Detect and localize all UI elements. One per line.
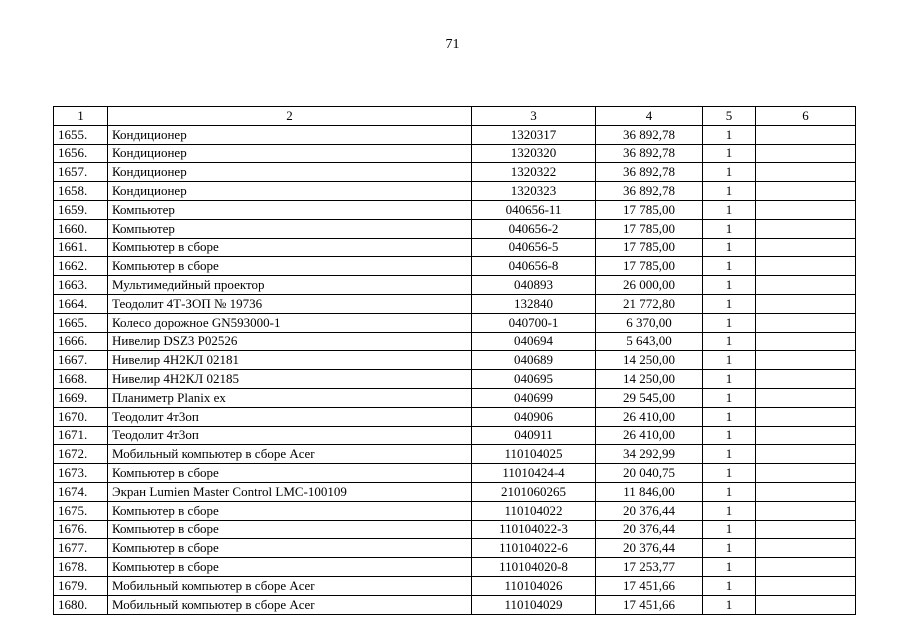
inventory-code: 132840 <box>472 294 596 313</box>
item-name: Компьютер <box>108 219 472 238</box>
item-note <box>756 182 856 201</box>
item-quantity: 1 <box>703 445 756 464</box>
table-row <box>54 576 856 595</box>
inventory-code: 110104026 <box>472 576 596 595</box>
table-row <box>54 539 856 558</box>
item-quantity: 1 <box>703 313 756 332</box>
row-number: 1669. <box>54 388 108 407</box>
row-number: 1674. <box>54 482 108 501</box>
row-number: 1673. <box>54 464 108 483</box>
table-row <box>54 163 856 182</box>
item-price: 17 785,00 <box>596 238 703 257</box>
item-quantity: 1 <box>703 238 756 257</box>
item-note <box>756 576 856 595</box>
header-col-2: 2 <box>108 107 472 126</box>
item-name: Теодолит 4т3оп <box>108 426 472 445</box>
item-note <box>756 219 856 238</box>
inventory-code: 1320322 <box>472 163 596 182</box>
item-quantity: 1 <box>703 426 756 445</box>
item-quantity: 1 <box>703 163 756 182</box>
item-name: Кондиционер <box>108 125 472 144</box>
item-name: Нивелир DSZ3 Р02526 <box>108 332 472 351</box>
inventory-code: 110104022 <box>472 501 596 520</box>
item-quantity: 1 <box>703 595 756 614</box>
item-note <box>756 351 856 370</box>
table-row <box>54 520 856 539</box>
inventory-code: 040911 <box>472 426 596 445</box>
item-price: 26 410,00 <box>596 407 703 426</box>
table-row <box>54 501 856 520</box>
item-price: 26 000,00 <box>596 276 703 295</box>
item-name: Компьютер в сборе <box>108 238 472 257</box>
item-price: 26 410,00 <box>596 426 703 445</box>
item-note <box>756 426 856 445</box>
item-price: 17 785,00 <box>596 257 703 276</box>
item-price: 17 451,66 <box>596 576 703 595</box>
item-quantity: 1 <box>703 125 756 144</box>
row-number: 1659. <box>54 200 108 219</box>
inventory-code: 040656-2 <box>472 219 596 238</box>
item-quantity: 1 <box>703 200 756 219</box>
inventory-code: 110104022-6 <box>472 539 596 558</box>
item-note <box>756 407 856 426</box>
item-note <box>756 370 856 389</box>
item-name: Мобильный компьютер в сборе Acer <box>108 595 472 614</box>
item-quantity: 1 <box>703 370 756 389</box>
table-row <box>54 595 856 614</box>
table-row <box>54 276 856 295</box>
item-note <box>756 539 856 558</box>
table-row <box>54 238 856 257</box>
table-row <box>54 200 856 219</box>
item-note <box>756 238 856 257</box>
item-name: Компьютер в сборе <box>108 501 472 520</box>
item-note <box>756 163 856 182</box>
item-quantity: 1 <box>703 351 756 370</box>
header-row <box>54 107 856 126</box>
item-name: Компьютер в сборе <box>108 558 472 577</box>
header-col-4: 4 <box>596 107 703 126</box>
table-row <box>54 257 856 276</box>
item-note <box>756 276 856 295</box>
table-row <box>54 388 856 407</box>
item-note <box>756 558 856 577</box>
item-quantity: 1 <box>703 144 756 163</box>
table-body <box>54 125 856 614</box>
item-note <box>756 464 856 483</box>
row-number: 1667. <box>54 351 108 370</box>
item-price: 14 250,00 <box>596 351 703 370</box>
item-price: 36 892,78 <box>596 125 703 144</box>
item-quantity: 1 <box>703 501 756 520</box>
item-note <box>756 595 856 614</box>
item-price: 20 376,44 <box>596 539 703 558</box>
row-number: 1679. <box>54 576 108 595</box>
inventory-code: 11010424-4 <box>472 464 596 483</box>
item-price: 17 451,66 <box>596 595 703 614</box>
item-price: 29 545,00 <box>596 388 703 407</box>
item-name: Мобильный компьютер в сборе Acer <box>108 576 472 595</box>
item-name: Теодолит 4Т-ЗОП № 19736 <box>108 294 472 313</box>
inventory-code: 1320320 <box>472 144 596 163</box>
item-note <box>756 200 856 219</box>
item-name: Нивелир 4Н2КЛ 02185 <box>108 370 472 389</box>
table-row <box>54 464 856 483</box>
item-name: Нивелир 4Н2КЛ 02181 <box>108 351 472 370</box>
inventory-code: 040656-11 <box>472 200 596 219</box>
row-number: 1660. <box>54 219 108 238</box>
table-row <box>54 182 856 201</box>
inventory-code: 040656-8 <box>472 257 596 276</box>
row-number: 1662. <box>54 257 108 276</box>
table-row <box>54 482 856 501</box>
item-name: Компьютер в сборе <box>108 257 472 276</box>
inventory-code: 2101060265 <box>472 482 596 501</box>
item-name: Мультимедийный проектор <box>108 276 472 295</box>
inventory-code: 040700-1 <box>472 313 596 332</box>
item-name: Кондиционер <box>108 144 472 163</box>
row-number: 1656. <box>54 144 108 163</box>
item-note <box>756 313 856 332</box>
item-note <box>756 332 856 351</box>
inventory-code: 040893 <box>472 276 596 295</box>
inventory-code: 1320323 <box>472 182 596 201</box>
row-number: 1670. <box>54 407 108 426</box>
item-price: 11 846,00 <box>596 482 703 501</box>
table-row <box>54 332 856 351</box>
inventory-code: 040699 <box>472 388 596 407</box>
table-row <box>54 144 856 163</box>
item-price: 20 376,44 <box>596 501 703 520</box>
item-quantity: 1 <box>703 407 756 426</box>
item-name: Кондиционер <box>108 163 472 182</box>
item-note <box>756 257 856 276</box>
inventory-code: 040695 <box>472 370 596 389</box>
row-number: 1657. <box>54 163 108 182</box>
item-quantity: 1 <box>703 332 756 351</box>
item-quantity: 1 <box>703 276 756 295</box>
row-number: 1666. <box>54 332 108 351</box>
inventory-table <box>53 106 856 615</box>
item-quantity: 1 <box>703 576 756 595</box>
item-name: Компьютер в сборе <box>108 539 472 558</box>
table-row <box>54 445 856 464</box>
item-name: Компьютер <box>108 200 472 219</box>
inventory-code: 110104025 <box>472 445 596 464</box>
table-row <box>54 370 856 389</box>
item-price: 17 785,00 <box>596 200 703 219</box>
item-note <box>756 482 856 501</box>
item-name: Мобильный компьютер в сборе Acer <box>108 445 472 464</box>
item-name: Кондиционер <box>108 182 472 201</box>
row-number: 1655. <box>54 125 108 144</box>
inventory-code: 040689 <box>472 351 596 370</box>
item-note <box>756 125 856 144</box>
item-name: Экран Lumien Master Control LMC-100109 <box>108 482 472 501</box>
table-row <box>54 313 856 332</box>
header-col-3: 3 <box>472 107 596 126</box>
item-name: Компьютер в сборе <box>108 464 472 483</box>
row-number: 1671. <box>54 426 108 445</box>
item-note <box>756 520 856 539</box>
row-number: 1672. <box>54 445 108 464</box>
item-quantity: 1 <box>703 294 756 313</box>
item-note <box>756 501 856 520</box>
item-price: 17 785,00 <box>596 219 703 238</box>
item-price: 36 892,78 <box>596 144 703 163</box>
item-price: 14 250,00 <box>596 370 703 389</box>
header-col-5: 5 <box>703 107 756 126</box>
row-number: 1658. <box>54 182 108 201</box>
header-col-1: 1 <box>54 107 108 126</box>
page-number: 71 <box>445 37 460 52</box>
inventory-code: 040906 <box>472 407 596 426</box>
item-name: Компьютер в сборе <box>108 520 472 539</box>
item-quantity: 1 <box>703 464 756 483</box>
row-number: 1664. <box>54 294 108 313</box>
item-price: 20 040,75 <box>596 464 703 483</box>
row-number: 1663. <box>54 276 108 295</box>
item-price: 20 376,44 <box>596 520 703 539</box>
row-number: 1665. <box>54 313 108 332</box>
row-number: 1675. <box>54 501 108 520</box>
inventory-code: 040694 <box>472 332 596 351</box>
item-quantity: 1 <box>703 219 756 238</box>
item-quantity: 1 <box>703 558 756 577</box>
header-col-6: 6 <box>756 107 856 126</box>
item-quantity: 1 <box>703 539 756 558</box>
item-price: 5 643,00 <box>596 332 703 351</box>
table-row <box>54 294 856 313</box>
row-number: 1678. <box>54 558 108 577</box>
inventory-code: 110104022-3 <box>472 520 596 539</box>
item-price: 17 253,77 <box>596 558 703 577</box>
row-number: 1661. <box>54 238 108 257</box>
inventory-code: 110104029 <box>472 595 596 614</box>
row-number: 1677. <box>54 539 108 558</box>
row-number: 1668. <box>54 370 108 389</box>
item-name: Теодолит 4т3оп <box>108 407 472 426</box>
inventory-code: 040656-5 <box>472 238 596 257</box>
row-number: 1680. <box>54 595 108 614</box>
item-note <box>756 445 856 464</box>
item-note <box>756 388 856 407</box>
item-quantity: 1 <box>703 257 756 276</box>
item-price: 21 772,80 <box>596 294 703 313</box>
table-row <box>54 407 856 426</box>
table-row <box>54 351 856 370</box>
table-row <box>54 426 856 445</box>
item-price: 36 892,78 <box>596 163 703 182</box>
row-number: 1676. <box>54 520 108 539</box>
inventory-code: 110104020-8 <box>472 558 596 577</box>
table-row <box>54 125 856 144</box>
item-note <box>756 294 856 313</box>
item-quantity: 1 <box>703 520 756 539</box>
table-row <box>54 219 856 238</box>
item-price: 34 292,99 <box>596 445 703 464</box>
item-quantity: 1 <box>703 182 756 201</box>
inventory-code: 1320317 <box>472 125 596 144</box>
item-quantity: 1 <box>703 482 756 501</box>
item-quantity: 1 <box>703 388 756 407</box>
table-row <box>54 558 856 577</box>
item-note <box>756 144 856 163</box>
item-name: Планиметр Planix ex <box>108 388 472 407</box>
item-price: 6 370,00 <box>596 313 703 332</box>
item-name: Колесо дорожное GN593000-1 <box>108 313 472 332</box>
item-price: 36 892,78 <box>596 182 703 201</box>
